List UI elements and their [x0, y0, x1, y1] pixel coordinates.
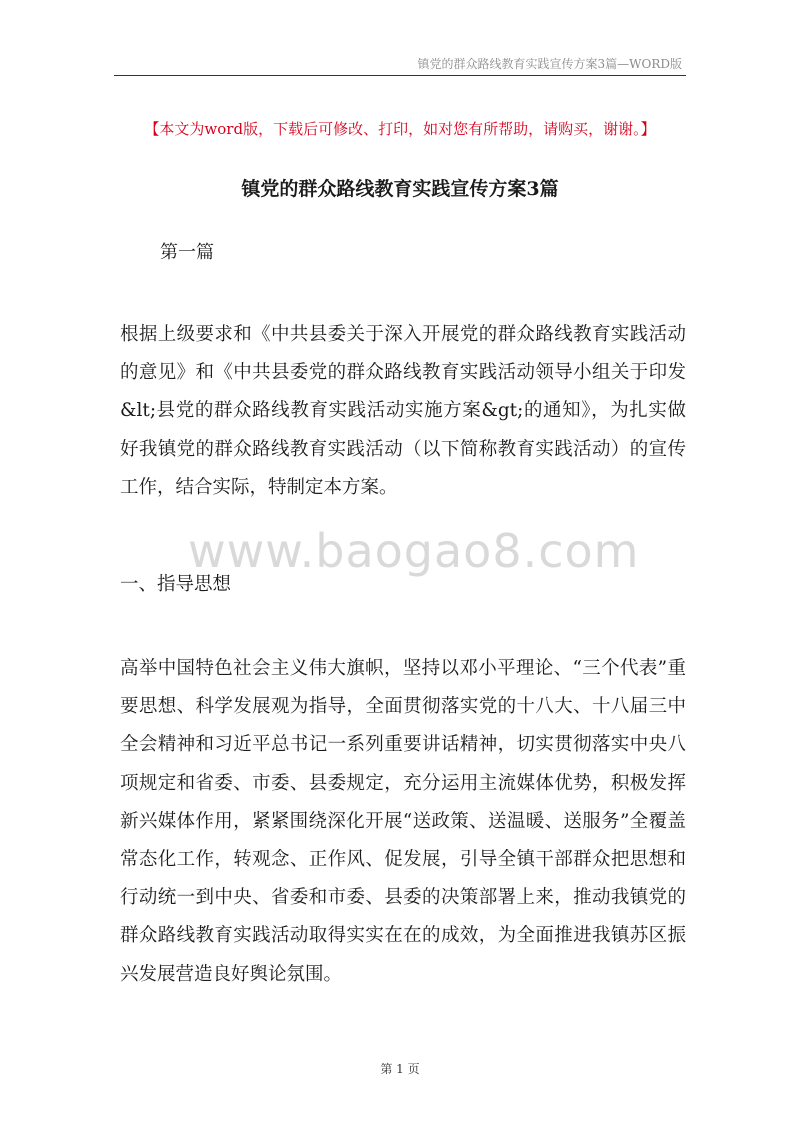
watermark: www.baogao8.com: [188, 524, 640, 578]
header-divider: [114, 75, 686, 76]
body-paragraph: 高举中国特色社会主义伟大旗帜，坚持以邓小平理论、“三个代表”重要思想、科学发展观为指导，全面贯彻落实党的十八大、十八届三中全会精神和习近平总书记一系列重要讲话精神，切实贯彻落实中央八项规定和省委、市委、县委规定，充分运用主流媒体优势，积极发挥新兴媒体作用，紧紧围绕深化开展“送政策、送温暖、送服务”全覆盖常态化工作，转观念、正作风、促发展，引导全镇干部群众把思想和行动统一到中央、省委和市委、县委的决策部署上来，推动我镇党的群众路线教育实践活动取得实实在在的成效，为全面推进我镇苏区振兴发展营造良好舆论氛围。: [120, 658, 686, 985]
section-heading: 一、指导思想: [120, 574, 232, 595]
download-notice: 【本文为word版，下载后可修改、打印，如对您有所帮助，请购买，谢谢。】: [144, 120, 656, 138]
page-number: 第 1 页: [380, 1062, 420, 1076]
document-title: 镇党的群众路线教育实践宣传方案3篇: [241, 178, 559, 200]
intro-paragraph: 根据上级要求和《中共县委关于深入开展党的群众路线教育实践活动的意见》和《中共县委党的群众路线教育实践活动领导小组关于印发&lt;县党的群众路线教育实践活动实施方案&gt;的通知》，为扎实做好我镇党的群众路线教育实践活动（以下简称教育实践活动）的宣传工作，结合实际，特制定本方案。: [120, 324, 686, 498]
section-label: 第一篇: [160, 242, 214, 263]
running-header: 镇党的群众路线教育实践宣传方案3篇—WORD版: [417, 57, 682, 71]
